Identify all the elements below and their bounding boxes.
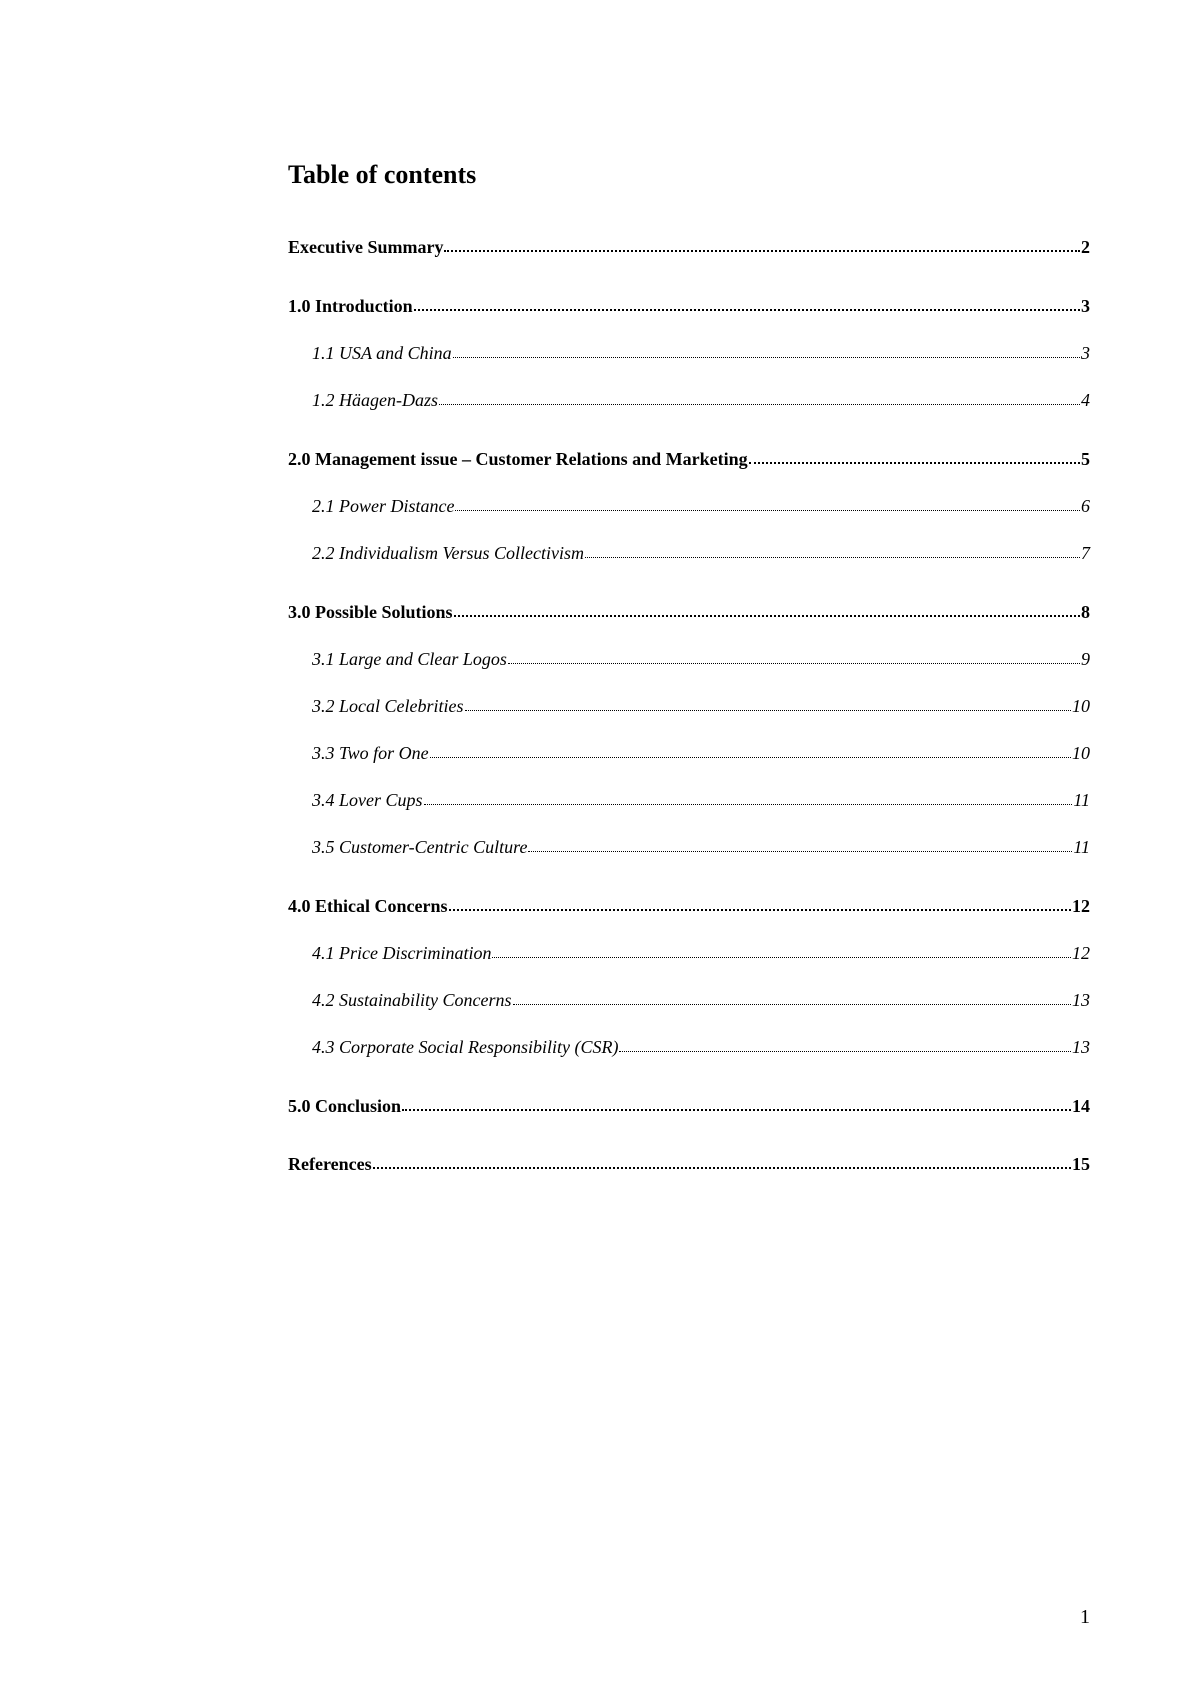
toc-entry-title: 5.0 Conclusion <box>288 1096 402 1116</box>
toc-entry-ethical-concerns[interactable] <box>288 897 1090 915</box>
toc-dot-leader <box>508 663 1080 664</box>
toc-entry-page: 12 <box>1072 943 1090 963</box>
toc-entry-title: References <box>288 1154 372 1174</box>
toc-entry-power-distance[interactable] <box>312 497 1090 515</box>
toc-entry-haagen-dazs[interactable] <box>312 391 1090 409</box>
toc-entry-title: 1.2 Häagen-Dazs <box>312 390 438 410</box>
toc-entry-title: 3.4 Lover Cups <box>312 790 423 810</box>
toc-entry-individualism-versus-collectivism[interactable] <box>312 544 1090 562</box>
toc-dot-leader <box>424 804 1073 805</box>
toc-entry-title: 2.0 Management issue – Customer Relations and Marketing <box>288 449 748 469</box>
page-number: 1 <box>1080 1606 1090 1628</box>
toc-dot-leader <box>465 710 1072 711</box>
toc-entry-page: 15 <box>1072 1154 1090 1174</box>
toc-dot-leader <box>454 615 1080 617</box>
toc-dot-leader <box>402 1109 1071 1111</box>
toc-entry-page: 12 <box>1072 896 1090 916</box>
toc-heading: Table of contents <box>288 160 477 189</box>
toc-entry-introduction[interactable] <box>288 297 1090 315</box>
toc-entry-customer-centric-culture[interactable] <box>312 838 1090 856</box>
toc-entry-usa-and-china[interactable] <box>312 344 1090 362</box>
toc-entry-lover-cups[interactable] <box>312 791 1090 809</box>
toc-entry-title: 4.0 Ethical Concerns <box>288 896 448 916</box>
toc-entry-page: 3 <box>1081 296 1090 316</box>
toc-dot-leader <box>414 309 1080 311</box>
toc-entry-page: 9 <box>1081 649 1090 669</box>
toc-entry-page: 7 <box>1081 543 1090 563</box>
toc-entry-page: 6 <box>1081 496 1090 516</box>
toc-entry-title: 1.1 USA and China <box>312 343 452 363</box>
toc-dot-leader <box>439 404 1080 405</box>
toc-entry-possible-solutions[interactable] <box>288 603 1090 621</box>
toc-entry-title: Executive Summary <box>288 237 444 257</box>
toc-dot-leader <box>444 250 1080 252</box>
toc-entry-references[interactable] <box>288 1155 1090 1173</box>
toc-entry-page: 10 <box>1072 743 1090 763</box>
toc-dot-leader <box>585 557 1080 558</box>
toc-entry-sustainability-concerns[interactable] <box>312 991 1090 1009</box>
toc-entry-page: 3 <box>1081 343 1090 363</box>
toc-entry-page: 4 <box>1081 390 1090 410</box>
toc-entry-page: 8 <box>1081 602 1090 622</box>
toc-dot-leader <box>749 462 1080 464</box>
toc-entry-page: 11 <box>1073 837 1090 857</box>
toc-dot-leader <box>528 851 1072 852</box>
toc-entry-page: 5 <box>1081 449 1090 469</box>
toc-entry-title: 1.0 Introduction <box>288 296 413 316</box>
toc-entry-corporate-social-responsibility[interactable] <box>312 1038 1090 1056</box>
toc-entry-local-celebrities[interactable] <box>312 697 1090 715</box>
toc-entry-title: 3.5 Customer-Centric Culture <box>312 837 528 857</box>
toc-dot-leader <box>449 909 1072 911</box>
toc-entry-page: 13 <box>1072 1037 1090 1057</box>
toc-entry-title: 4.2 Sustainability Concerns <box>312 990 512 1010</box>
toc-entry-management-issue[interactable] <box>288 450 1090 468</box>
toc-entry-title: 3.2 Local Celebrities <box>312 696 464 716</box>
toc-entry-title: 2.2 Individualism Versus Collectivism <box>312 543 584 563</box>
toc-dot-leader <box>492 957 1071 958</box>
toc-dot-leader <box>373 1167 1071 1169</box>
toc-entry-title: 4.3 Corporate Social Responsibility (CSR) <box>312 1037 619 1057</box>
toc-entry-price-discrimination[interactable] <box>312 944 1090 962</box>
toc-entry-title: 2.1 Power Distance <box>312 496 455 516</box>
toc-entry-two-for-one[interactable] <box>312 744 1090 762</box>
toc-dot-leader <box>455 510 1080 511</box>
toc-entry-large-and-clear-logos[interactable] <box>312 650 1090 668</box>
toc-dot-leader <box>453 357 1080 358</box>
toc-entry-page: 10 <box>1072 696 1090 716</box>
toc-dot-leader <box>619 1051 1071 1052</box>
toc-dot-leader <box>430 757 1071 758</box>
toc-entry-page: 14 <box>1072 1096 1090 1116</box>
toc-entry-title: 4.1 Price Discrimination <box>312 943 492 963</box>
toc-entry-page: 2 <box>1081 237 1090 257</box>
toc-entry-title: 3.1 Large and Clear Logos <box>312 649 507 669</box>
toc-entry-conclusion[interactable] <box>288 1097 1090 1115</box>
toc-entry-executive-summary[interactable] <box>288 238 1090 256</box>
toc-entry-title: 3.3 Two for One <box>312 743 429 763</box>
toc-dot-leader <box>513 1004 1072 1005</box>
toc-entry-page: 11 <box>1073 790 1090 810</box>
toc-entry-page: 13 <box>1072 990 1090 1010</box>
toc-entry-title: 3.0 Possible Solutions <box>288 602 453 622</box>
